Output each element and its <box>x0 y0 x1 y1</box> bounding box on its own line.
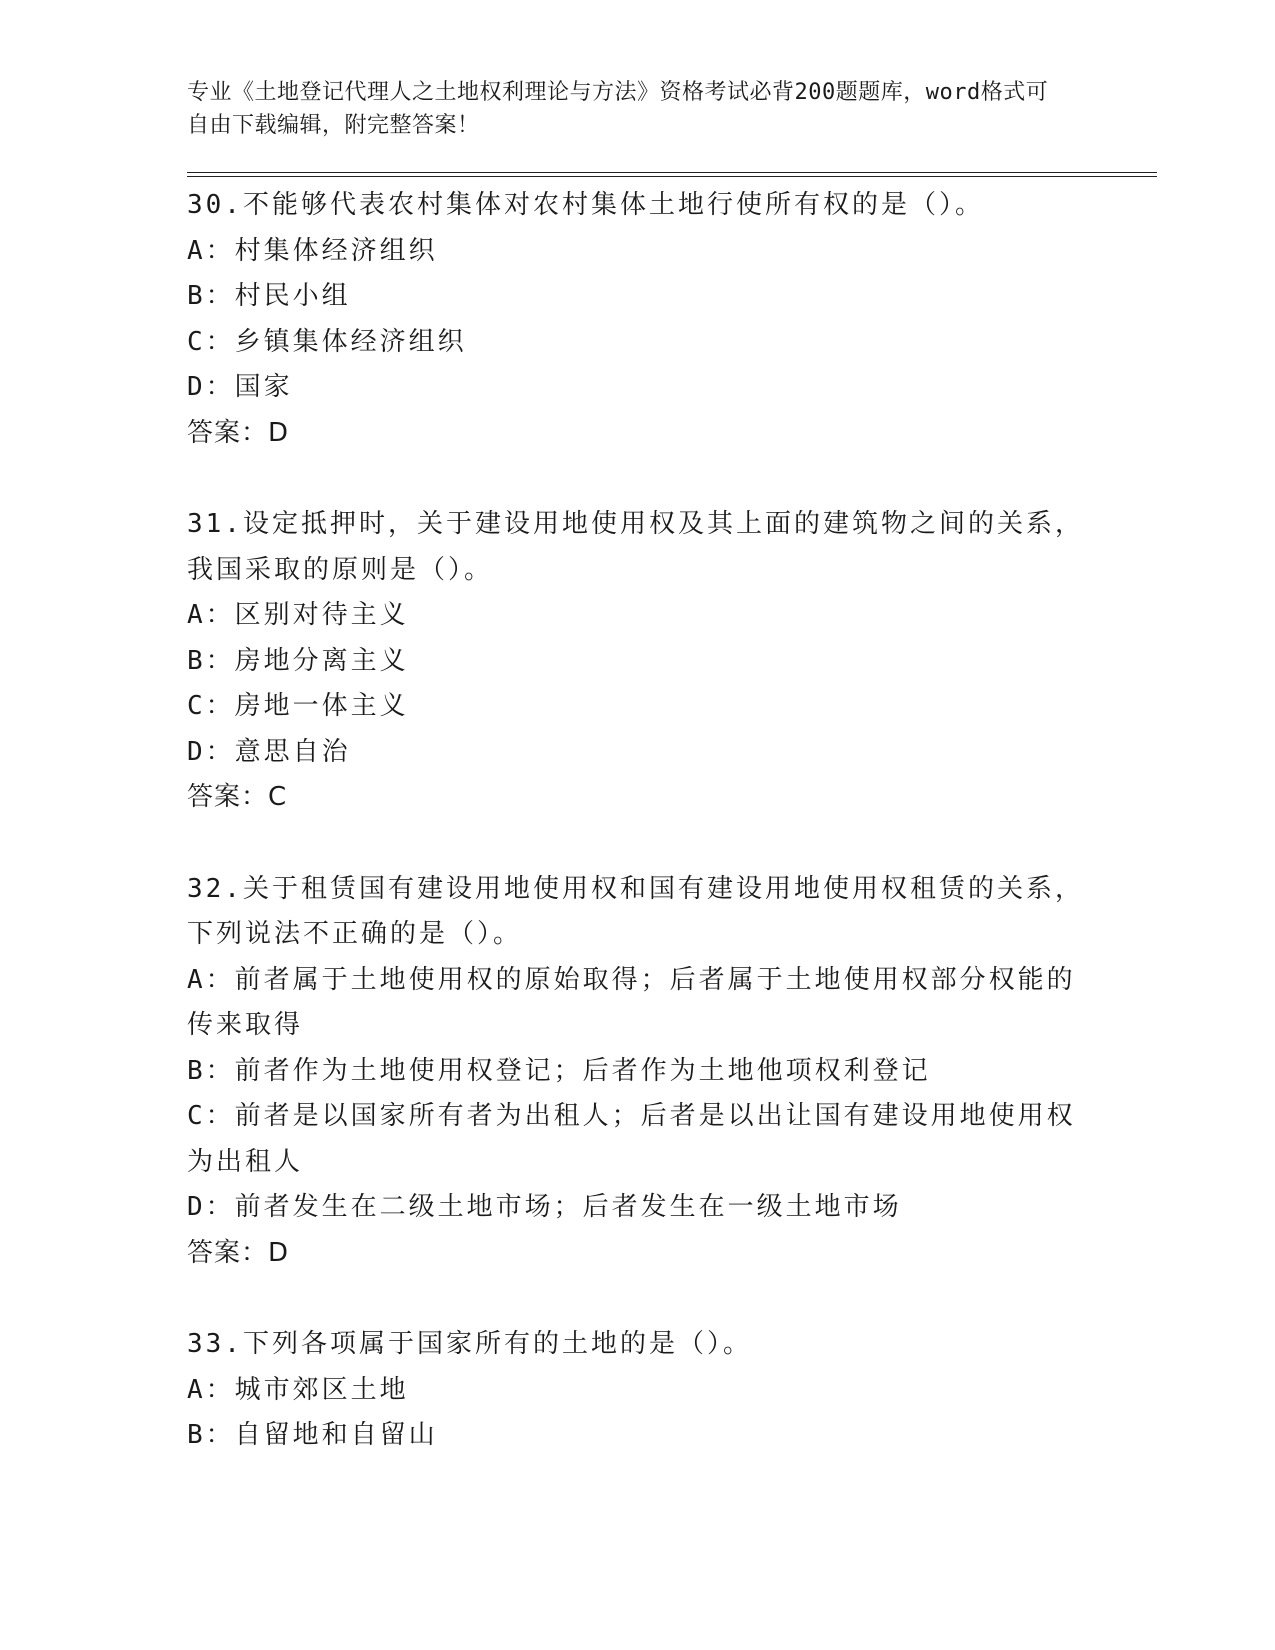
option-b: B：前者作为土地使用权登记；后者作为土地他项权利登记 <box>187 1055 931 1086</box>
option-b: B：自留地和自留山 <box>187 1420 438 1450</box>
question-stem: 30.不能够代表农村集体对农村集体土地行使所有权的是（）。 <box>187 190 984 220</box>
document-page <box>187 76 1157 1505</box>
option-d: D：意思自治 <box>187 736 351 767</box>
question-stem: 31.设定抵押时，关于建设用地使用权及其上面的建筑物之间的关系，我国采取的原则是（）。 <box>187 509 1084 585</box>
option-d: D：前者发生在二级土地市场；后者发生在一级土地市场 <box>187 1192 902 1222</box>
option-c: C：房地一体主义 <box>187 691 409 721</box>
question-30 <box>187 183 1157 456</box>
question-list <box>187 183 1157 1459</box>
document-header: 专业《土地登记代理人之土地权利理论与方法》资格考试必背200题题库，word格式可自由下载编辑，附完整答案！ <box>187 80 1049 138</box>
option-c: C：前者是以国家所有者为出租人；后者是以出让国有建设用地使用权为出租人 <box>187 1101 1076 1177</box>
option-b: B：村民小组 <box>187 281 351 311</box>
question-31 <box>187 502 1157 821</box>
option-a: A：前者属于土地使用权的原始取得；后者属于土地使用权部分权能的传来取得 <box>187 964 1076 1040</box>
answer-label: 答案：D <box>187 417 290 448</box>
header-divider <box>187 172 1157 177</box>
question-stem: 32.关于租赁国有建设用地使用权和国有建设用地使用权租赁的关系，下列说法不正确的是（）。 <box>187 873 1084 949</box>
question-32 <box>187 867 1157 1277</box>
option-a: A：村集体经济组织 <box>187 235 438 266</box>
question-33 <box>187 1322 1157 1459</box>
answer-label: 答案：C <box>187 782 288 812</box>
question-stem: 33.下列各项属于国家所有的土地的是（）。 <box>187 1329 752 1359</box>
option-c: C：乡镇集体经济组织 <box>187 326 467 357</box>
option-a: A：区别对待主义 <box>187 600 409 630</box>
answer-label: 答案：D <box>187 1237 290 1268</box>
option-a: A：城市郊区土地 <box>187 1374 409 1405</box>
option-b: B：房地分离主义 <box>187 645 409 676</box>
option-d: D：国家 <box>187 372 293 402</box>
